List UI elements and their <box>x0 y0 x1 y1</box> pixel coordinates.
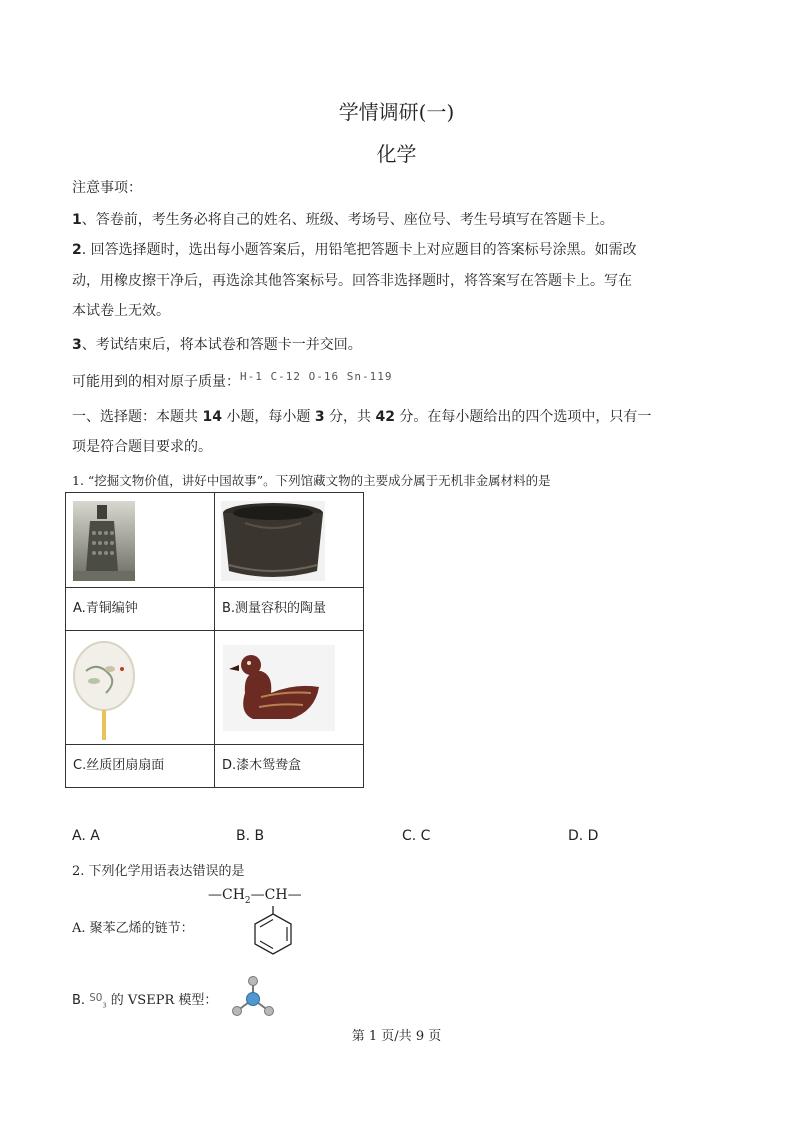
notice-item-3: 3、考试结束后，将本试卷和答题卡一并交回。 <box>72 337 362 353</box>
polystyrene-formula: $—CH_2—CH—$ <box>208 887 302 906</box>
cell-image-c <box>66 631 215 745</box>
so3-vsepr-model <box>228 974 276 1020</box>
notice-item-2: 2. 回答选择题时，选出每小题答案后，用铅笔把答题卡上对应题目的答案标号涂黑。如需改 <box>72 242 637 258</box>
option-cell-d: D.漆木鸳鸯盒 <box>215 745 364 788</box>
silk-fan-image <box>66 631 214 744</box>
q2-option-a[interactable]: A. 聚苯乙烯的链节： <box>72 921 194 936</box>
notice-item-1: 1、答卷前，考生务必将自己的姓名、班级、考场号、座位号、考生号填写在答题卡上。 <box>72 212 614 228</box>
q1-option-a[interactable]: A. A <box>72 828 100 844</box>
page-title: 学情调研(一) <box>338 100 455 124</box>
page-footer: 第 1 页/共 9 页 <box>351 1029 442 1044</box>
question-2-stem: 2. 下列化学用语表达错误的是 <box>72 864 245 879</box>
pottery-vessel-image <box>215 493 363 587</box>
option-cell-c: C.丝质团扇扇面 <box>66 745 215 788</box>
section-1-intro: 一、选择题：本题共 14 小题，每小题 3 分，共 42 分。在每小题给出的四个选项中，只有一 <box>72 409 652 425</box>
bronze-bell-image <box>66 493 214 587</box>
atomic-masses: 可能用到的相对原子质量：$^{H-1 C-12 O-16 Sn-119}$ <box>72 370 393 390</box>
question-1-stem: 1. “挖掘文物价值，讲好中国故事”。下列馆藏文物的主要成分属于无机非金属材料的是 <box>72 473 551 488</box>
cell-image-a <box>66 493 215 588</box>
option-cell-a: A.青铜编钟 <box>66 588 215 631</box>
section-1-intro-line2: 项是符合题目要求的。 <box>72 439 212 455</box>
notice-item-2-line2: 动，用橡皮擦干净后，再选涂其他答案标号。回答非选择题时，将答案写在答题卡上。写在 <box>72 273 632 289</box>
cell-image-d <box>215 631 364 745</box>
subject-title: 化学 <box>376 142 417 166</box>
notice-item-2-line3: 本试卷上无效。 <box>72 303 170 319</box>
q2-option-b[interactable]: B. $^{SO}_3$ 的 VSEPR 模型： <box>72 991 218 1010</box>
cell-image-b <box>215 493 364 588</box>
q1-option-d[interactable]: D. D <box>568 828 599 844</box>
benzene-ring-structure <box>248 906 298 960</box>
question-1-table <box>65 492 364 788</box>
option-cell-b: B.测量容积的陶量 <box>215 588 364 631</box>
q1-option-b[interactable]: B. B <box>236 828 265 844</box>
notice-heading: 注意事项： <box>72 180 142 196</box>
q1-option-c[interactable]: C. C <box>402 828 431 844</box>
lacquer-duck-box-image <box>215 631 363 744</box>
